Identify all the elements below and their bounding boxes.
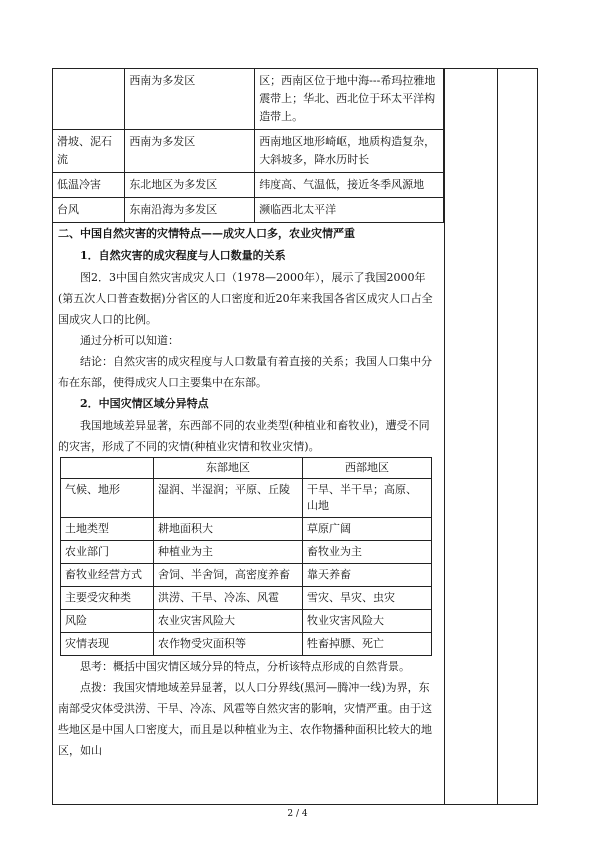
paragraph-6: 点拨：我国灾情地域差异显著，以人口分界线(黑河—腾冲一线)为界，东南部受灾体受洪涝、干旱、冷冻、风雹等自然灾害的影响，灾情严重。由于这些地区是中国人口密度大，而且是以种植业为主、农作物播种面积比较大的地区，如山 [58,681,432,757]
table-cell-reason: 纬度高、气温低，接近冬季风源地 [255,173,444,198]
table-cell: 气候、地形 [61,479,154,518]
table-cell-area: 东北地区为多发区 [125,173,255,198]
table-cell: 土地类型 [61,518,154,541]
table-cell: 牧业灾害风险大 [303,610,432,633]
main-content [52,68,444,761]
column-divider-2 [497,68,498,805]
table-cell: 洪涝、干旱、冷冻、风雹 [154,587,303,610]
table-cell: 畜牧业经营方式 [61,564,154,587]
table-cell: 风险 [61,610,154,633]
table-row [61,610,432,633]
table-cell: 耕地面积大 [154,518,303,541]
paragraph-3: 结论：自然灾害的成灾程度与人口数量有着直接的关系；我国人口集中分布在东部，使得成灾人口主要集中在东部。 [58,355,432,389]
table-cell-type: 台风 [53,198,125,223]
table-header-cell [61,458,154,479]
table-cell: 农业部门 [61,541,154,564]
page-number: 2 / 4 [287,809,308,819]
table-cell: 干旱、半干旱；高原、山地 [303,479,432,518]
table-row [61,564,432,587]
table-cell: 农业灾害风险大 [154,610,303,633]
table-cell-area: 东南沿海为多发区 [125,198,255,223]
table-cell-area: 西南为多发区 [125,130,255,173]
table-cell-area: 西南为多发区 [125,69,255,130]
table-cell: 雪灾、旱灾、虫灾 [303,587,432,610]
table-row [61,541,432,564]
table-cell-reason: 西南地区地形崎岖，地质构造复杂，大斜坡多，降水历时长 [255,130,444,173]
table-row [61,479,432,518]
table-row [53,69,444,130]
table-cell: 主要受灾种类 [61,587,154,610]
table-cell: 牲畜掉膘、死亡 [303,633,432,656]
column-divider [444,68,445,805]
paragraph-4: 我国地域差异显著，东西部不同的农业类型(种植业和畜牧业)，遭受不同的灾害，形成了不同的灾情(种植业灾情和牧业灾情)。 [58,419,430,453]
table-cell-type [53,69,125,130]
table-cell-type: 低温冷害 [53,173,125,198]
table-header-cell: 西部地区 [303,458,432,479]
section-heading: 二、中国自然灾害的灾情特点——成灾人口多，农业灾情严重 [58,227,355,240]
table-row [61,587,432,610]
table-cell: 舍饲、半舍饲，高密度养畜 [154,564,303,587]
table-cell: 草原广阔 [303,518,432,541]
subheading-2: 2．中国灾情区域分异特点 [80,397,209,410]
table-row [53,173,444,198]
table-cell: 靠天养畜 [303,564,432,587]
table-cell: 湿润、半湿润；平原、丘陵 [154,479,303,518]
table-cell: 农作物受灾面积等 [154,633,303,656]
table-cell-reason: 区；西南区位于地中海---希玛拉雅地震带上；华北、西北位于环太平洋构造带上。 [255,69,444,130]
table-row [61,633,432,656]
table-header-cell: 东部地区 [154,458,303,479]
table-cell-type: 滑坡、泥石流 [53,130,125,173]
paragraph-1: 图2．3中国自然灾害成灾人口（1978—2000年），展示了我国2000年(第五次人口普查数据)分省区的人口密度和近20年来我国各省区成灾人口占全国成灾人口的比例。 [58,271,433,326]
table-row [53,130,444,173]
paragraph-5: 思考：概括中国灾情区域分异的特点，分析该特点形成的自然背景。 [80,660,410,673]
table-row [61,518,432,541]
table-cell: 种植业为主 [154,541,303,564]
compare-table [60,457,432,656]
table-cell: 畜牧业为主 [303,541,432,564]
disaster-table [52,68,444,223]
table-row [53,198,444,223]
paragraph-2: 通过分析可以知道： [80,334,179,347]
table-cell: 灾情表现 [61,633,154,656]
table-cell-reason: 濒临西北太平洋 [255,198,444,223]
subheading-1: 1．自然灾害的成灾程度与人口数量的关系 [80,249,286,262]
